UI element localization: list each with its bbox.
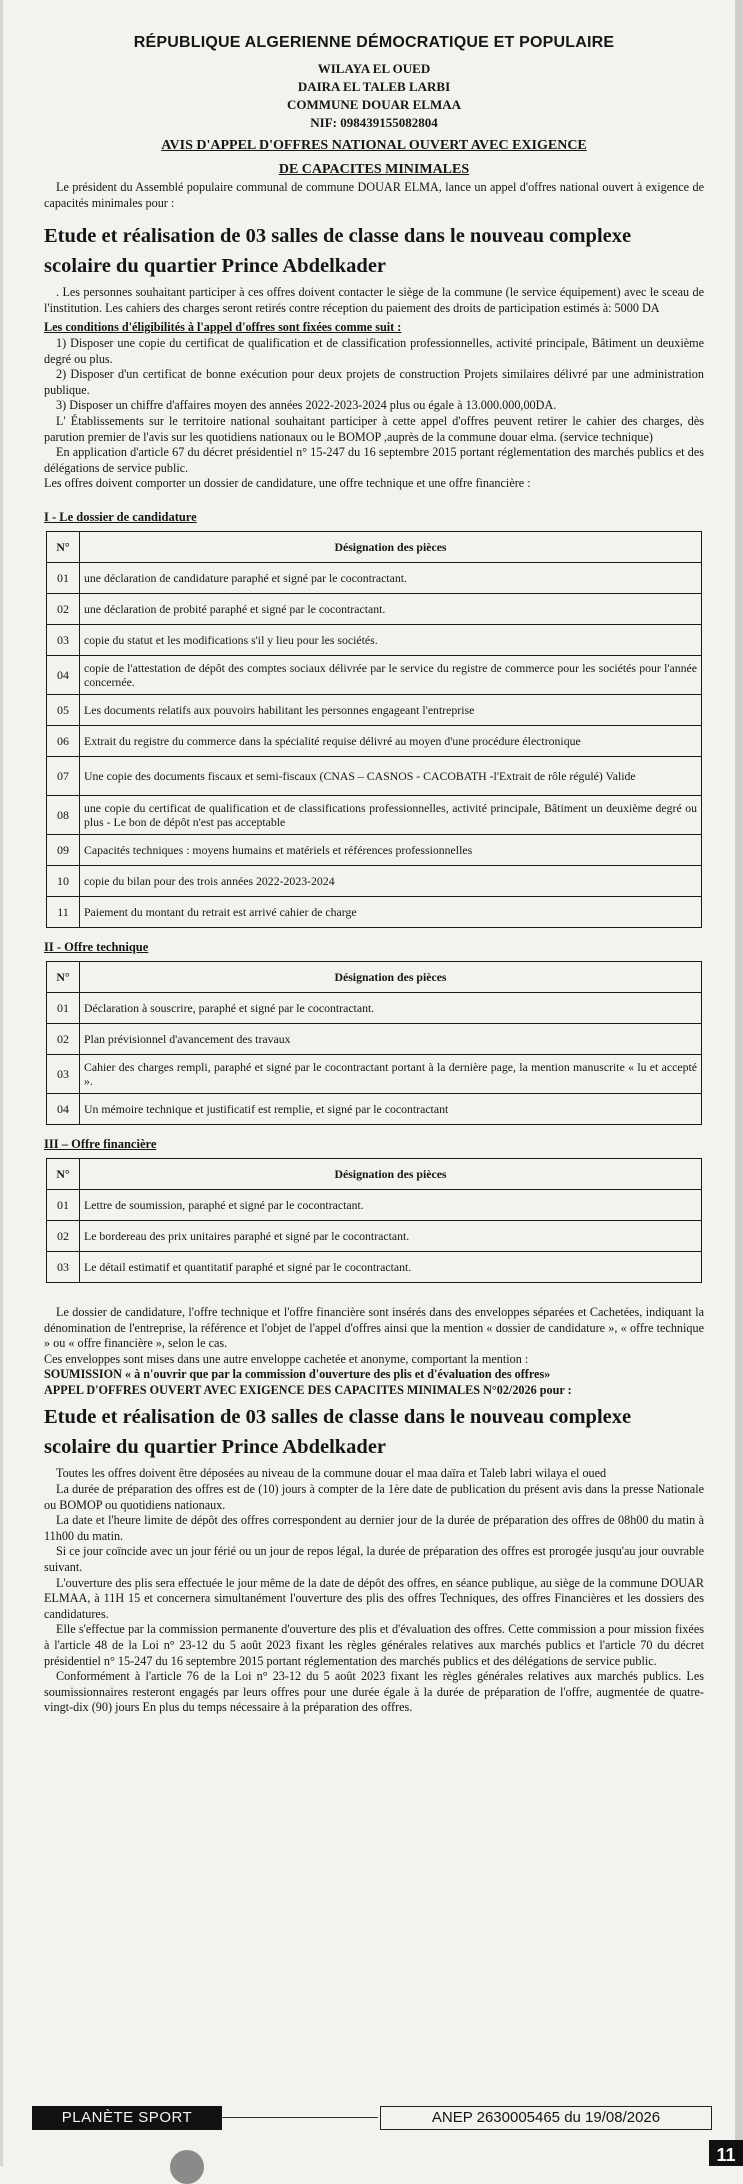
table-header-designation: Désignation des pièces xyxy=(80,531,702,562)
closing-paragraph-4: Si ce jour coïncide avec un jour férié ou un jour de repos légal, la durée de préparation des offres est prorogée jusqu'au jour ouvrable suivant. xyxy=(44,1544,704,1575)
row-text: Extrait du registre du commerce dans la spécialité requise délivré au moyen d'une procédure électronique xyxy=(80,725,702,756)
project-title-2 xyxy=(44,1402,704,1462)
closing-paragraph-1: Toutes les offres doivent être déposées au niveau de la commune douar el maa daïra et Taleb labri wilaya el oued xyxy=(56,1466,607,1481)
table-row xyxy=(47,694,702,725)
row-num: 03 xyxy=(47,624,80,655)
anep-reference: ANEP 2630005465 du 19/08/2026 xyxy=(380,2106,712,2130)
row-num: 10 xyxy=(47,865,80,896)
row-text: Déclaration à souscrire, paraphé et signé par le cocontractant. xyxy=(80,992,702,1023)
closing-paragraph-3: La date et l'heure limite de dépôt des offres correspondent au dernier jour de la durée de préparation des offres de 08h00 du matin à 11h00 du matin. xyxy=(44,1513,704,1543)
row-text: une déclaration de candidature paraphé et signé par le cocontractant. xyxy=(80,562,702,593)
row-num: 01 xyxy=(47,562,80,593)
page-footer xyxy=(32,2106,712,2130)
row-text: copie du bilan pour des trois années 2022-2023-2024 xyxy=(80,865,702,896)
table-header-num: N° xyxy=(47,1158,80,1189)
soumission-mention: SOUMISSION « à n'ouvrir que par la commission d'ouverture des plis et d'évaluation des offres» xyxy=(44,1367,551,1382)
row-num: 03 xyxy=(47,1054,80,1093)
table-row xyxy=(47,795,702,834)
candidature-table xyxy=(46,531,702,928)
table-row xyxy=(47,865,702,896)
row-text: Cahier des charges rempli, paraphé et signé par le cocontractant portant à la dernière page, la mention manuscrite « lu et accepté ». xyxy=(80,1054,702,1093)
row-num: 01 xyxy=(47,1189,80,1220)
condition-3: 3) Disposer un chiffre d'affaires moyen des années 2022-2023-2024 plus ou égale à 13.000.000,00DA. xyxy=(56,398,557,413)
offres-comporter-paragraph: Les offres doivent comporter un dossier de candidature, une offre technique et une offre financière : xyxy=(44,476,531,491)
row-num: 04 xyxy=(47,1093,80,1124)
row-text: copie de l'attestation de dépôt des comptes sociaux délivrée par le service du registre de commerce pour les sociétés pour l'année concernée. xyxy=(80,655,702,694)
dossier-envelopes-paragraph: Le dossier de candidature, l'offre technique et l'offre financière sont insérés dans des enveloppes séparées et Cachetées, indiquant la dénomination de l'entreprise, la référence et l'objet de l'appel d'offres ainsi que la mention « dossier de candidature », « offre technique » ou « offre financière », selon le cas. xyxy=(44,1304,704,1351)
project-title-1-line1: Etude et réalisation de 03 salles de classe dans le nouveau complexe xyxy=(44,225,632,248)
row-num: 09 xyxy=(47,834,80,865)
row-text: une déclaration de probité paraphé et signé par le cocontractant. xyxy=(80,593,702,624)
nif-line: NIF: 098439155082804 xyxy=(310,115,438,130)
row-num: 06 xyxy=(47,725,80,756)
section-financiere-title: III – Offre financière xyxy=(44,1136,157,1151)
republic-header: RÉPUBLIQUE ALGERIENNE DÉMOCRATIQUE ET POPULAIRE xyxy=(133,34,615,51)
tender-notice xyxy=(44,34,704,1716)
row-text: Plan prévisionnel d'avancement des travaux xyxy=(80,1023,702,1054)
closing-paragraph-2: La durée de préparation des offres est de (10) jours à compter de la 1ère date de publication du présent avis dans la presse Nationale ou BOMOP ou quotidiens nationaux. xyxy=(44,1482,704,1512)
envelopes-mention: Ces enveloppes sont mises dans une autre enveloppe cachetée et anonyme, comportant la mention : xyxy=(44,1351,529,1366)
condition-2: 2) Disposer d'un certificat de bonne exécution pour deux projets de construction Projets similaires délivré par une administration publique. xyxy=(44,367,704,397)
daira-line: DAIRA EL TALEB LARBI xyxy=(297,79,451,94)
table-row xyxy=(47,1251,702,1282)
row-text: Le détail estimatif et quantitatif paraphé et signé par le cocontractant. xyxy=(80,1251,702,1282)
table-row xyxy=(47,725,702,756)
wilaya-line: WILAYA EL OUED xyxy=(317,61,431,76)
table-row xyxy=(47,992,702,1023)
table-header-designation: Désignation des pièces xyxy=(80,1158,702,1189)
closing-paragraph-7: Conformément à l'article 76 de la Loi n° 23-12 du 5 août 2023 fixant les règles générales relatives aux marchés publics. Les soumissionnaires resteront engagés par leurs offres pour une durée égale à la durée de préparation de l'offre, augmentée de quatre-vingt-dix (90) jours En plus du temps nécessaire à la préparation des offres. xyxy=(44,1669,704,1715)
conditions-title: Les conditions d'éligibilités à l'appel d'offres sont fixées comme suit : xyxy=(44,320,402,335)
row-text: une copie du certificat de qualification et de classifications professionnelles, activité principale, Bâtiment un deuxième degré ou plus - Le bon de dépôt n'est pas acceptable xyxy=(80,795,702,834)
intro-paragraph: Le président du Assemblé populaire communal de commune DOUAR ELMA, lance un appel d'offres national ouvert à exigence de capacités minimales pour : xyxy=(44,180,704,210)
commune-line: COMMUNE DOUAR ELMAA xyxy=(286,97,462,112)
row-num: 02 xyxy=(47,1220,80,1251)
row-num: 03 xyxy=(47,1251,80,1282)
avis-title-line1: AVIS D'APPEL D'OFFRES NATIONAL OUVERT AVEC EXIGENCE xyxy=(161,138,587,153)
table-row xyxy=(47,624,702,655)
table-row xyxy=(47,756,702,795)
row-text: Lettre de soumission, paraphé et signé par le cocontractant. xyxy=(80,1189,702,1220)
section-technique-title: II - Offre technique xyxy=(44,939,149,954)
table-row xyxy=(47,1023,702,1054)
project-title-2-line2: scolaire du quartier Prince Abdelkader xyxy=(44,1436,387,1459)
row-text: Capacités techniques : moyens humains et matériels et références professionnelles xyxy=(80,834,702,865)
row-text: Paiement du montant du retrait est arrivé cahier de charge xyxy=(80,896,702,927)
table-row xyxy=(47,593,702,624)
row-text: Une copie des documents fiscaux et semi-fiscaux (CNAS – CASNOS - CACOBATH -l'Extrait de rôle régulé) Valide xyxy=(80,756,702,795)
table-row xyxy=(47,655,702,694)
table-row xyxy=(47,1054,702,1093)
table-row xyxy=(47,1220,702,1251)
row-num: 07 xyxy=(47,756,80,795)
application-paragraph: En application d'article 67 du décret présidentiel n° 15-247 du 16 septembre 2015 portant réglementation des marchés publics et des délégations de service public. xyxy=(44,445,704,475)
row-num: 01 xyxy=(47,992,80,1023)
scan-edge-right xyxy=(735,0,743,2166)
scan-edge-left xyxy=(0,0,3,2166)
row-num: 04 xyxy=(47,655,80,694)
etablissements-paragraph: L' Établissements sur le territoire national souhaitant participer à cette appel d'offres peuvent retirer le cahier des charges, dès parution premier de l'avis sur les quotidiens nationaux ou le BOMOP ,auprès de la commune douar elma. (service technique) xyxy=(44,413,704,444)
footer-rule xyxy=(222,2117,378,2118)
table-header-num: N° xyxy=(47,961,80,992)
table-row xyxy=(47,896,702,927)
table-row xyxy=(47,1093,702,1124)
row-num: 11 xyxy=(47,896,80,927)
appel-reference: APPEL D'OFFRES OUVERT AVEC EXIGENCE DES CAPACITES MINIMALES N°02/2026 pour : xyxy=(44,1382,572,1397)
participation-paragraph: . Les personnes souhaitant participer à ces offres doivent contacter le siège de la commune (le service équipement) avec le sceau de l'institution. Les cahiers des charges seront retirés contre réception du paiement des droits de participation estimés à: 5000 DA xyxy=(44,285,704,315)
row-text: copie du statut et les modifications s'il y lieu pour les sociétés. xyxy=(80,624,702,655)
table-header-num: N° xyxy=(47,531,80,562)
row-num: 08 xyxy=(47,795,80,834)
row-num: 02 xyxy=(47,1023,80,1054)
avis-title-line2: DE CAPACITES MINIMALES xyxy=(278,162,470,177)
table-header-designation: Désignation des pièces xyxy=(80,961,702,992)
table-row xyxy=(47,834,702,865)
technique-table xyxy=(46,961,702,1125)
row-num: 05 xyxy=(47,694,80,725)
project-title-1-line2: scolaire du quartier Prince Abdelkader xyxy=(44,255,387,278)
row-text: Un mémoire technique et justificatif est remplie, et signé par le cocontractant xyxy=(80,1093,702,1124)
closing-paragraph-5: L'ouverture des plis sera effectuée le jour même de la date de dépôt des offres, en séance publique, au siège de la commune DOUAR ELMAA, à 11H 15 et concernera simultanément l'ouverture des plis des offres Techniques, des offres Financières et les dossiers des candidatures. xyxy=(44,1575,704,1621)
condition-1: 1) Disposer une copie du certificat de qualification et de classification professionnelles, activité principale, Bâtiment un deuxième degré ou plus. xyxy=(44,335,704,366)
row-text: Les documents relatifs aux pouvoirs habilitant les personnes engageant l'entreprise xyxy=(80,694,702,725)
section-label: PLANÈTE SPORT xyxy=(32,2106,222,2130)
section-candidature-title: I - Le dossier de candidature xyxy=(44,509,197,524)
row-num: 02 xyxy=(47,593,80,624)
binding-mark xyxy=(170,2150,204,2184)
project-title-1 xyxy=(44,221,704,281)
financiere-table xyxy=(46,1158,702,1283)
row-text: Le bordereau des prix unitaires paraphé et signé par le cocontractant. xyxy=(80,1220,702,1251)
table-row xyxy=(47,562,702,593)
project-title-2-line1: Etude et réalisation de 03 salles de classe dans le nouveau complexe xyxy=(44,1406,632,1429)
closing-paragraph-6: Elle s'effectue par la commission permanente d'ouverture des plis et d'évaluation des offres. Cette commission a pour mission fixées à l'article 48 de la Loi n° 23-12 du 5 août 2023 fixant les règles générales relatives aux marchés publics et l'article 70 du décret présidentiel n° 15-247 du 16 septembre 2015 portant réglementation des marchés publics et des délégations de service public. xyxy=(44,1622,704,1668)
table-row xyxy=(47,1189,702,1220)
page-number: 11 xyxy=(709,2140,743,2166)
